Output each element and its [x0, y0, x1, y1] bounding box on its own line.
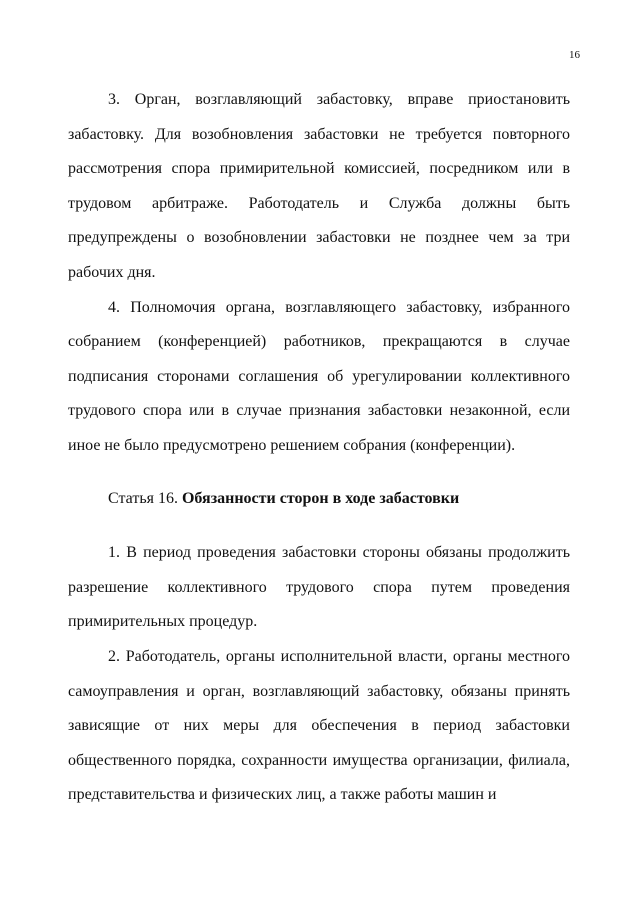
paragraph-3: 3. Орган, возглавляющий забастовку, вправе приостановить забастовку. Для возобновления забастовки не требуется повторного рассмотрения спора примирительной комиссией, посредником или в трудовом арбитраже. Работодатель и Служба должны быть предупреждены о возобновлении забастовки не позднее чем за три рабочих дня.: [68, 91, 570, 281]
article-title: Обязанности сторон в ходе забастовки: [181, 489, 460, 507]
page-number: 16: [569, 49, 580, 61]
article-number: Статья 16.: [108, 489, 178, 507]
paragraph-4: 4. Полномочия органа, возглавляющего забастовку, избранного собранием (конференцией) работников, прекращаются в случае подписания сторонами соглашения об урегулировании коллективного трудового спора или в случае признания забастовки незаконной, если иное не было предусмотрено решением собрания (конференции).: [68, 298, 570, 454]
article-heading: [68, 482, 570, 517]
paragraph-1: 1. В период проведения забастовки стороны обязаны продолжить разрешение коллективного трудового спора путем проведения примирительных процедур.: [68, 544, 570, 631]
paragraph-2: 2. Работодатель, органы исполнительной власти, органы местного самоуправления и орган, возглавляющий забастовку, обязаны принять зависящие от них меры для обеспечения в период забастовки общественного порядка, сохранности имущества организации, филиала, представительства и физических лиц, а также работы машин и: [68, 647, 570, 804]
document-body: [68, 83, 570, 813]
